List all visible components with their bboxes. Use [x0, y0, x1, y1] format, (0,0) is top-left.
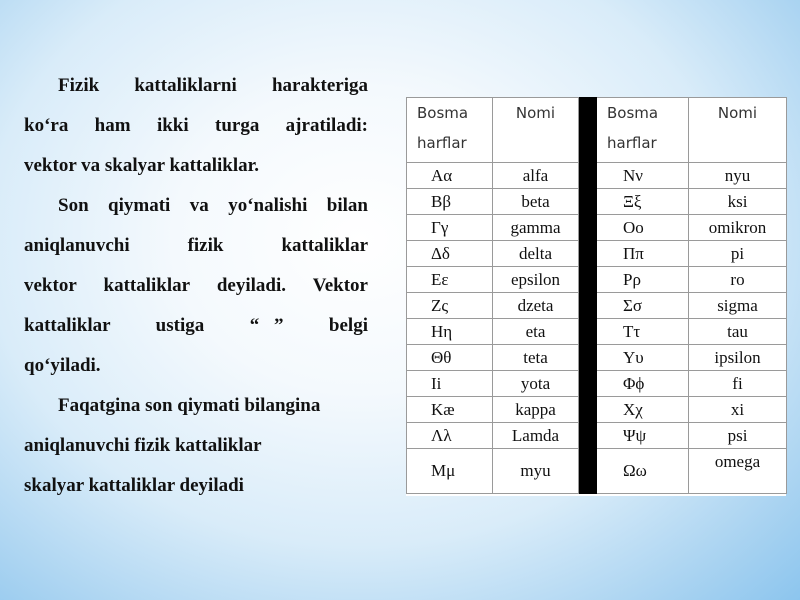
paragraph-line: Faqatgina son qiymati bilangina — [58, 395, 321, 416]
header-letters-left — [407, 98, 493, 163]
letter-name-left: teta — [493, 345, 579, 371]
letter-name-right: fi — [689, 371, 787, 397]
greek-letter-right: Ππ — [597, 241, 689, 267]
paragraph-line: Fizik kattaliklarni harakteriga — [58, 75, 368, 96]
column-separator — [579, 215, 597, 241]
column-separator — [579, 371, 597, 397]
greek-letter-left: Hη — [407, 319, 493, 345]
paragraph-line: aniqlanuvchi fizik kattaliklar — [24, 435, 262, 456]
letter-name-right: omega — [689, 449, 787, 494]
letter-name-left: alfa — [493, 163, 579, 189]
letter-name-left: epsilon — [493, 267, 579, 293]
table-row — [407, 397, 787, 423]
letter-name-left: beta — [493, 189, 579, 215]
table-row — [407, 241, 787, 267]
greek-letter-left: Λλ — [407, 423, 493, 449]
table-row — [407, 449, 787, 494]
letter-name-right: ksi — [689, 189, 787, 215]
table-row — [407, 163, 787, 189]
column-separator — [579, 423, 597, 449]
paragraph-line: qo‘yiladi. — [24, 355, 101, 376]
paragraph-line: vektor kattaliklar deyiladi. Vektor — [24, 275, 368, 296]
greek-letter-right: Xχ — [597, 397, 689, 423]
letter-name-left: myu — [493, 449, 579, 494]
table-row — [407, 189, 787, 215]
letter-name-right: psi — [689, 423, 787, 449]
paragraph-line: kattaliklar ustiga “⃗” belgi — [24, 315, 368, 336]
greek-letter-right: Φϕ — [597, 371, 689, 397]
column-separator — [579, 163, 597, 189]
letter-name-left: yota — [493, 371, 579, 397]
greek-letter-right: Ωω — [597, 449, 689, 494]
greek-letter-left: Eε — [407, 267, 493, 293]
greek-letter-left: Zς — [407, 293, 493, 319]
greek-letter-left: Kæ — [407, 397, 493, 423]
greek-alphabet-table — [406, 97, 786, 496]
letter-name-right: ro — [689, 267, 787, 293]
letter-name-left: eta — [493, 319, 579, 345]
letter-name-right: ipsilon — [689, 345, 787, 371]
letter-name-right: omikron — [689, 215, 787, 241]
greek-letter-right: Ξξ — [597, 189, 689, 215]
header-letters-word2: harflar — [417, 134, 467, 152]
letter-name-left: Lamda — [493, 423, 579, 449]
column-separator — [579, 397, 597, 423]
letter-name-left: kappa — [493, 397, 579, 423]
greek-letter-left: Aα — [407, 163, 493, 189]
greek-letter-left: Θθ — [407, 345, 493, 371]
paragraph-line: ko‘ra ham ikki turga ajratiladi: — [24, 115, 368, 136]
header-name-right: Nomi — [689, 98, 787, 163]
greek-letter-left: Ii — [407, 371, 493, 397]
letter-name-left: delta — [493, 241, 579, 267]
letter-name-right: pi — [689, 241, 787, 267]
column-separator — [579, 319, 597, 345]
table-row — [407, 267, 787, 293]
letter-name-right: tau — [689, 319, 787, 345]
column-separator — [579, 98, 597, 163]
paragraph-line: vektor va skalyar kattaliklar. — [24, 155, 260, 176]
table-row — [407, 423, 787, 449]
greek-letter-right: Nν — [597, 163, 689, 189]
table-row — [407, 215, 787, 241]
greek-letter-left: Bβ — [407, 189, 493, 215]
header-letters-word1: Bosma — [417, 104, 469, 122]
column-separator — [579, 267, 597, 293]
table-header-row — [407, 98, 787, 163]
greek-letter-left: Mμ — [407, 449, 493, 494]
letter-name-left: dzeta — [493, 293, 579, 319]
letter-name-right: sigma — [689, 293, 787, 319]
greek-letter-right: Oo — [597, 215, 689, 241]
table-row — [407, 371, 787, 397]
table-row — [407, 293, 787, 319]
table-row — [407, 319, 787, 345]
greek-letter-right: Ψψ — [597, 423, 689, 449]
table-row — [407, 345, 787, 371]
column-separator — [579, 189, 597, 215]
table-body — [407, 163, 787, 494]
greek-letter-right: Pρ — [597, 267, 689, 293]
paragraph-line: aniqlanuvchi fizik kattaliklar — [24, 235, 368, 256]
header-letters-word1: Bosma — [607, 104, 659, 122]
greek-letter-right: Σσ — [597, 293, 689, 319]
header-name-left: Nomi — [493, 98, 579, 163]
greek-letter-right: Tτ — [597, 319, 689, 345]
greek-letter-left: Δδ — [407, 241, 493, 267]
slide-text — [24, 66, 368, 506]
greek-table — [406, 97, 787, 494]
paragraph-line: skalyar kattaliklar deyiladi — [24, 475, 244, 496]
letter-name-left: gamma — [493, 215, 579, 241]
column-separator — [579, 345, 597, 371]
paragraph-line: Son qiymati va yo‘nalishi bilan — [58, 195, 368, 216]
column-separator — [579, 449, 597, 494]
header-letters-right — [597, 98, 689, 163]
greek-letter-right: Yυ — [597, 345, 689, 371]
header-letters-word2: harflar — [607, 134, 657, 152]
letter-name-right: nyu — [689, 163, 787, 189]
letter-name-right: xi — [689, 397, 787, 423]
column-separator — [579, 241, 597, 267]
greek-letter-left: Γγ — [407, 215, 493, 241]
column-separator — [579, 293, 597, 319]
